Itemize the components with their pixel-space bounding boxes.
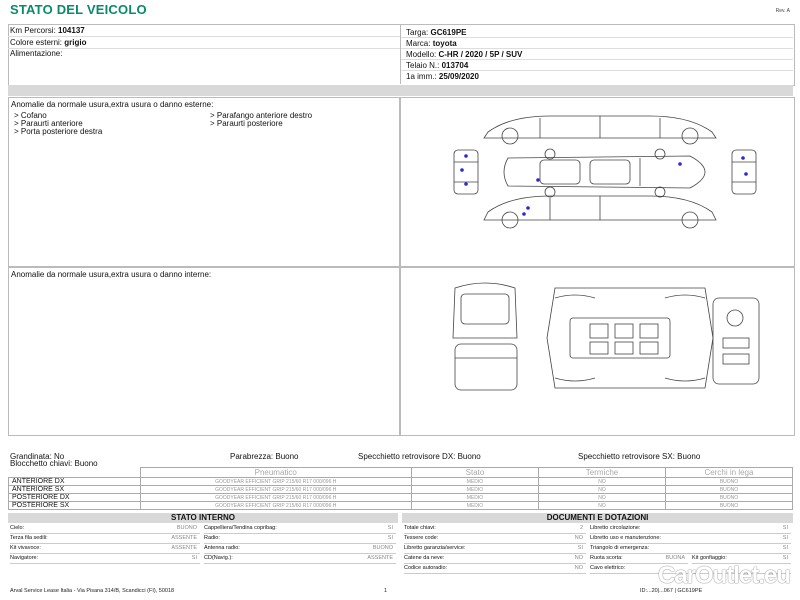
table-row (9, 502, 793, 510)
tyre-position: POSTERIORE SX (9, 502, 141, 510)
brand-value: toyota (432, 39, 457, 48)
tyre-position: ANTERIORE SX (9, 486, 141, 494)
mirror-sx-status: Specchietto retrovisore SX: Buono (578, 452, 701, 461)
color-value: grigio (64, 38, 87, 47)
documents-item: Libretto garanzia/service: SI (404, 544, 586, 554)
damage-item: > Parafango anteriore destro (210, 111, 313, 120)
damage-item: > Paraurti anteriore (14, 119, 83, 128)
documents-item: Libretto circolazione: SI (590, 524, 791, 534)
km-label: Km Percorsi: (10, 26, 56, 35)
damage-item: > Paraurti posteriore (210, 119, 283, 128)
documents-item: Codice autoradio: NO (404, 564, 586, 574)
tyre-rims: BUONO (666, 502, 793, 510)
tyre-rims: BUONO (666, 494, 793, 502)
model-label: Modello: (406, 50, 437, 59)
external-damage-title: Anomalie da normale usura,extra usura o danno esterne: (11, 100, 214, 109)
documents-item: Tessere code: NO (404, 534, 586, 544)
color-label: Colore esterni: (10, 38, 63, 47)
internal-state-title: STATO INTERNO (8, 513, 398, 523)
section-separator (8, 85, 793, 96)
fuel-label: Alimentazione: (10, 49, 63, 58)
fuel-row (10, 49, 62, 59)
documents-item: Totale chiavi: 2 (404, 524, 586, 534)
footer-page: 1 (384, 588, 388, 594)
color-row (10, 38, 86, 48)
plate-label: Targa: (406, 28, 429, 37)
tyre-state: MEDIO (412, 502, 539, 510)
watermark-logo: CarOutlet.eu (657, 562, 790, 589)
tyre-model: GOODYEAR EFFICIENT GRIP 215/60 R17 000/096 H (140, 494, 412, 502)
tyre-model: GOODYEAR EFFICIENT GRIP 215/60 R17 000/096 H (140, 478, 412, 486)
revision-label: Rev. A (775, 8, 790, 14)
internal-state-item: Antenna radio: BUONO (204, 544, 396, 554)
registration-value: 25/09/2020 (438, 72, 479, 81)
chassis-label: Telaio N.: (406, 61, 440, 70)
tyre-position: ANTERIORE DX (9, 478, 141, 486)
documents-item: Kit gonfiaggio: SI (692, 554, 791, 564)
tyres-table (8, 467, 793, 510)
vehicle-info-box (8, 24, 795, 86)
model-value: C-HR / 2020 / 5P / SUV (438, 50, 523, 59)
documents-item: Ruota scorta: BUONA (590, 554, 688, 564)
internal-damage-title: Anomalie da normale usura,extra usura o danno interne: (11, 270, 212, 279)
tyre-thermal: NO (539, 494, 666, 502)
documents-item: Cavo elettrico: (590, 564, 791, 574)
internal-damage-list-panel (8, 267, 400, 436)
key-block-status: Blocchetto chiavi: Buono (10, 459, 98, 468)
hail-status: Grandinata: No (10, 452, 65, 461)
internal-state-item: Navigatore: SI (10, 554, 200, 564)
tyre-state: MEDIO (412, 486, 539, 494)
documents-item: Catene da neve: NO (404, 554, 586, 564)
tyre-state: MEDIO (412, 478, 539, 486)
footer-company: Arval Service Lease Italia - Via Pisana 314/B, Scandicci (FI), 50018 (10, 588, 175, 594)
tyre-state: MEDIO (412, 494, 539, 502)
windshield-status: Parabrezza: Buono (230, 452, 299, 461)
tyre-rims: BUONO (666, 486, 793, 494)
tyre-thermal: NO (539, 502, 666, 510)
registration-label: 1a imm.: (406, 72, 437, 81)
table-row (9, 486, 793, 494)
km-row (10, 26, 85, 36)
internal-state-item: Cielo: BUONO (10, 524, 200, 534)
damage-item: > Porta posteriore destra (14, 127, 103, 136)
rims-header: Cerchi in lega (666, 468, 793, 478)
mirror-dx-status: Specchietto retrovisore DX: Buono (358, 452, 481, 461)
tyre-model: GOODYEAR EFFICIENT GRIP 215/60 R17 000/096 H (140, 486, 412, 494)
external-damage-col2 (210, 112, 312, 128)
damage-item: > Cofano (14, 111, 47, 120)
footer-code: ID:...20|...067 | GC619PE (640, 588, 703, 594)
tyre-position: POSTERIORE DX (9, 494, 141, 502)
internal-state-item: Kit vivavoce: ASSENTE (10, 544, 200, 554)
documents-item: Libretto uso e manutenzione: SI (590, 534, 791, 544)
vehicle-info-divider (400, 24, 401, 84)
external-damage-col1 (14, 112, 102, 136)
tyre-thermal: NO (539, 478, 666, 486)
car-interior-diagram (445, 278, 775, 398)
tyre-rims: BUONO (666, 478, 793, 486)
internal-state-item: Radio: SI (204, 534, 396, 544)
internal-state-item: CD(Navig.): ASSENTE (204, 554, 396, 564)
registration-row (406, 72, 479, 82)
state-header: Stato (412, 468, 539, 478)
plate-value: GC619PE (430, 28, 467, 37)
documents-title: DOCUMENTI E DOTAZIONI (402, 513, 793, 523)
tyre-model: GOODYEAR EFFICIENT GRIP 215/60 R17 000/096 H (140, 502, 412, 510)
page-title: STATO DEL VEICOLO (10, 2, 147, 17)
internal-state-item: Terza fila sedili: ASSENTE (10, 534, 200, 544)
table-row (9, 494, 793, 502)
tyres-header-row (9, 468, 793, 478)
internal-state-item: Cappelliera/Tendina copribag: SI (204, 524, 396, 534)
documents-item: Triangolo di emergenza: SI (590, 544, 791, 554)
brand-label: Marca: (406, 39, 431, 48)
tyre-header: Pneumatico (140, 468, 412, 478)
table-row (9, 478, 793, 486)
tyre-thermal: NO (539, 486, 666, 494)
km-value: 104137 (58, 26, 85, 35)
thermal-header: Termiche (539, 468, 666, 478)
car-exterior-diagram (440, 108, 760, 238)
chassis-value: 013704 (441, 61, 469, 70)
